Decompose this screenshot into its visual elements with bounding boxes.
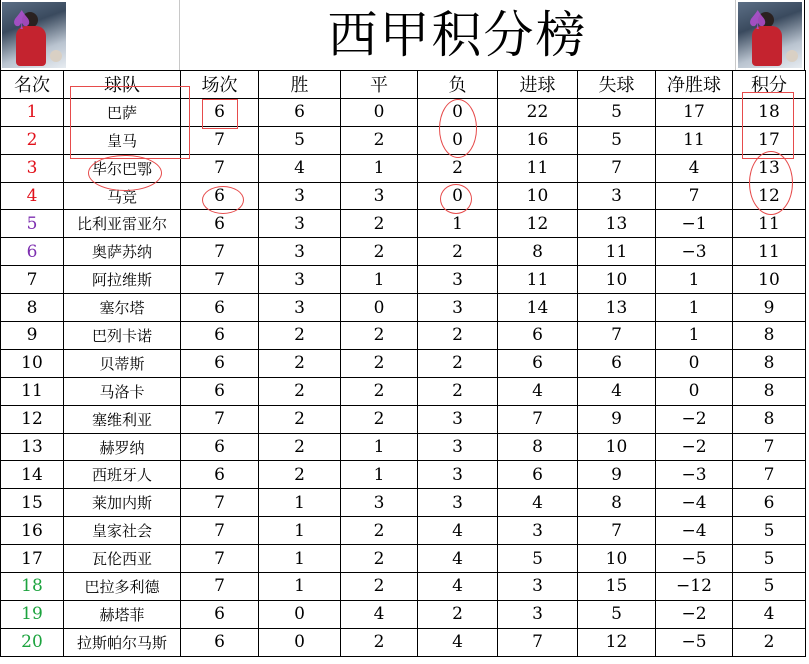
table-row: [1, 266, 806, 294]
rank-cell: 15: [1, 489, 64, 517]
points-cell: 5: [733, 517, 806, 545]
lost-cell: 3: [418, 266, 498, 294]
goal-diff-cell: −2: [656, 600, 733, 628]
goals-for-cell: 11: [498, 154, 578, 182]
points-cell: 18: [733, 98, 806, 126]
table-row: [1, 322, 806, 350]
goals-against-cell: 5: [578, 126, 656, 154]
drawn-cell: 2: [341, 545, 418, 573]
goals-for-cell: 11: [498, 266, 578, 294]
goals-for-cell: 8: [498, 433, 578, 461]
drawn-cell: 2: [341, 322, 418, 350]
table-row: [1, 210, 806, 238]
played-cell: 7: [181, 238, 259, 266]
goals-for-cell: 7: [498, 628, 578, 656]
col-header-drawn: 平: [341, 71, 418, 99]
lost-cell: 4: [418, 628, 498, 656]
table-row: [1, 489, 806, 517]
team-name: 巴萨: [64, 98, 181, 126]
rank-cell: 1: [1, 98, 64, 126]
played-cell: 7: [181, 573, 259, 601]
goal-diff-cell: −12: [656, 573, 733, 601]
won-cell: 3: [259, 182, 341, 210]
drawn-cell: 1: [341, 154, 418, 182]
goals-against-cell: 7: [578, 154, 656, 182]
won-cell: 1: [259, 573, 341, 601]
goals-for-cell: 16: [498, 126, 578, 154]
played-cell: 6: [181, 377, 259, 405]
goals-for-cell: 10: [498, 182, 578, 210]
lost-cell: 2: [418, 322, 498, 350]
goal-diff-cell: −5: [656, 545, 733, 573]
won-cell: 3: [259, 210, 341, 238]
points-cell: 8: [733, 322, 806, 350]
goals-against-cell: 15: [578, 573, 656, 601]
table-row: [1, 600, 806, 628]
team-name: 贝蒂斯: [64, 349, 181, 377]
drawn-cell: 2: [341, 573, 418, 601]
team-name: 西班牙人: [64, 461, 181, 489]
played-cell: 7: [181, 405, 259, 433]
lost-cell: 0: [418, 126, 498, 154]
col-header-rank: 名次: [1, 71, 64, 99]
points-cell: 9: [733, 294, 806, 322]
goals-for-cell: 4: [498, 489, 578, 517]
goal-diff-cell: 1: [656, 322, 733, 350]
won-cell: 0: [259, 628, 341, 656]
won-cell: 2: [259, 349, 341, 377]
rank-cell: 3: [1, 154, 64, 182]
points-cell: 5: [733, 573, 806, 601]
rank-cell: 20: [1, 628, 64, 656]
table-row: [1, 98, 806, 126]
team-name: 莱加内斯: [64, 489, 181, 517]
goals-for-cell: 3: [498, 600, 578, 628]
played-cell: 6: [181, 182, 259, 210]
played-cell: 6: [181, 294, 259, 322]
played-cell: 7: [181, 126, 259, 154]
goals-for-cell: 3: [498, 517, 578, 545]
lost-cell: 3: [418, 294, 498, 322]
goals-for-cell: 6: [498, 461, 578, 489]
points-cell: 12: [733, 182, 806, 210]
won-cell: 6: [259, 98, 341, 126]
drawn-cell: 2: [341, 238, 418, 266]
player-photo-icon: ♠: [2, 2, 66, 68]
rank-cell: 9: [1, 322, 64, 350]
goals-for-cell: 4: [498, 377, 578, 405]
rank-cell: 16: [1, 517, 64, 545]
rank-cell: 5: [1, 210, 64, 238]
played-cell: 7: [181, 517, 259, 545]
drawn-cell: 1: [341, 433, 418, 461]
goals-against-cell: 5: [578, 98, 656, 126]
col-header-goals-against: 失球: [578, 71, 656, 99]
goals-against-cell: 10: [578, 433, 656, 461]
goal-diff-cell: 1: [656, 294, 733, 322]
rank-cell: 12: [1, 405, 64, 433]
played-cell: 6: [181, 433, 259, 461]
team-name: 皇马: [64, 126, 181, 154]
goal-diff-cell: −2: [656, 433, 733, 461]
lost-cell: 4: [418, 517, 498, 545]
table-row: [1, 405, 806, 433]
won-cell: 2: [259, 461, 341, 489]
goals-against-cell: 5: [578, 600, 656, 628]
won-cell: 1: [259, 545, 341, 573]
won-cell: 4: [259, 154, 341, 182]
goals-for-cell: 6: [498, 349, 578, 377]
table-row: [1, 126, 806, 154]
rank-cell: 7: [1, 266, 64, 294]
col-header-played: 场次: [181, 71, 259, 99]
team-name: 皇家社会: [64, 517, 181, 545]
points-cell: 6: [733, 489, 806, 517]
goals-against-cell: 13: [578, 294, 656, 322]
lost-cell: 2: [418, 600, 498, 628]
team-name: 巴拉多利德: [64, 573, 181, 601]
won-cell: 5: [259, 126, 341, 154]
points-cell: 13: [733, 154, 806, 182]
goals-against-cell: 7: [578, 322, 656, 350]
won-cell: 1: [259, 489, 341, 517]
points-cell: 2: [733, 628, 806, 656]
team-name: 奥萨苏纳: [64, 238, 181, 266]
goals-for-cell: 7: [498, 405, 578, 433]
drawn-cell: 0: [341, 98, 418, 126]
goals-against-cell: 9: [578, 461, 656, 489]
table-header-row: [1, 71, 806, 99]
rank-cell: 13: [1, 433, 64, 461]
rank-cell: 6: [1, 238, 64, 266]
goals-against-cell: 10: [578, 545, 656, 573]
col-header-won: 胜: [259, 71, 341, 99]
points-cell: 8: [733, 349, 806, 377]
goals-for-cell: 22: [498, 98, 578, 126]
points-cell: 11: [733, 210, 806, 238]
played-cell: 6: [181, 322, 259, 350]
col-header-goal-diff: 净胜球: [656, 71, 733, 99]
goals-against-cell: 6: [578, 349, 656, 377]
won-cell: 2: [259, 405, 341, 433]
lost-cell: 3: [418, 489, 498, 517]
rank-cell: 14: [1, 461, 64, 489]
drawn-cell: 2: [341, 517, 418, 545]
goals-against-cell: 10: [578, 266, 656, 294]
table-row: [1, 461, 806, 489]
rank-cell: 18: [1, 573, 64, 601]
goals-against-cell: 4: [578, 377, 656, 405]
table-row: [1, 517, 806, 545]
table-row: [1, 433, 806, 461]
won-cell: 2: [259, 433, 341, 461]
col-header-team: 球队: [64, 71, 181, 99]
points-cell: 10: [733, 266, 806, 294]
goal-diff-cell: −2: [656, 405, 733, 433]
won-cell: 0: [259, 600, 341, 628]
points-cell: 8: [733, 405, 806, 433]
goal-diff-cell: 17: [656, 98, 733, 126]
player-photo-icon: ♠: [738, 2, 802, 68]
points-cell: 4: [733, 600, 806, 628]
won-cell: 2: [259, 377, 341, 405]
lost-cell: 4: [418, 573, 498, 601]
goals-for-cell: 5: [498, 545, 578, 573]
team-name: 毕尔巴鄂: [64, 154, 181, 182]
drawn-cell: 1: [341, 461, 418, 489]
goal-diff-cell: 0: [656, 377, 733, 405]
table-row: [1, 377, 806, 405]
table-row: [1, 628, 806, 656]
played-cell: 7: [181, 489, 259, 517]
rank-cell: 17: [1, 545, 64, 573]
lost-cell: 3: [418, 433, 498, 461]
lost-cell: 4: [418, 545, 498, 573]
team-name: 阿拉维斯: [64, 266, 181, 294]
lost-cell: 1: [418, 210, 498, 238]
team-name: 赫塔菲: [64, 600, 181, 628]
drawn-cell: 4: [341, 600, 418, 628]
goal-diff-cell: −5: [656, 628, 733, 656]
played-cell: 6: [181, 628, 259, 656]
standings-table: [0, 70, 806, 657]
table-row: [1, 545, 806, 573]
goals-against-cell: 8: [578, 489, 656, 517]
played-cell: 7: [181, 266, 259, 294]
rank-cell: 19: [1, 600, 64, 628]
lost-cell: 2: [418, 377, 498, 405]
drawn-cell: 2: [341, 405, 418, 433]
rank-cell: 11: [1, 377, 64, 405]
played-cell: 6: [181, 461, 259, 489]
points-cell: 11: [733, 238, 806, 266]
drawn-cell: 0: [341, 294, 418, 322]
drawn-cell: 2: [341, 628, 418, 656]
page-title: 西甲积分榜: [327, 6, 588, 64]
goal-diff-cell: −3: [656, 461, 733, 489]
rank-cell: 2: [1, 126, 64, 154]
played-cell: 7: [181, 545, 259, 573]
team-name: 马洛卡: [64, 377, 181, 405]
table-row: [1, 349, 806, 377]
rank-cell: 10: [1, 349, 64, 377]
goal-diff-cell: 0: [656, 349, 733, 377]
table-row: [1, 154, 806, 182]
goal-diff-cell: 7: [656, 182, 733, 210]
won-cell: 2: [259, 322, 341, 350]
won-cell: 3: [259, 266, 341, 294]
points-cell: 17: [733, 126, 806, 154]
drawn-cell: 3: [341, 489, 418, 517]
lost-cell: 0: [418, 182, 498, 210]
lost-cell: 2: [418, 154, 498, 182]
team-name: 瓦伦西亚: [64, 545, 181, 573]
drawn-cell: 1: [341, 266, 418, 294]
goal-diff-cell: 1: [656, 266, 733, 294]
lost-cell: 3: [418, 405, 498, 433]
team-name: 比利亚雷亚尔: [64, 210, 181, 238]
rank-cell: 4: [1, 182, 64, 210]
lost-cell: 2: [418, 238, 498, 266]
played-cell: 6: [181, 600, 259, 628]
goals-for-cell: 3: [498, 573, 578, 601]
goals-against-cell: 12: [578, 628, 656, 656]
goals-against-cell: 9: [578, 405, 656, 433]
goals-against-cell: 13: [578, 210, 656, 238]
drawn-cell: 2: [341, 349, 418, 377]
played-cell: 7: [181, 154, 259, 182]
team-name: 马竞: [64, 182, 181, 210]
goals-for-cell: 14: [498, 294, 578, 322]
drawn-cell: 3: [341, 182, 418, 210]
team-name: 塞尔塔: [64, 294, 181, 322]
points-cell: 8: [733, 377, 806, 405]
goal-diff-cell: −4: [656, 517, 733, 545]
table-row: [1, 182, 806, 210]
team-name: 赫罗纳: [64, 433, 181, 461]
goal-diff-cell: 11: [656, 126, 733, 154]
goal-diff-cell: 4: [656, 154, 733, 182]
won-cell: 3: [259, 238, 341, 266]
won-cell: 1: [259, 517, 341, 545]
drawn-cell: 2: [341, 377, 418, 405]
points-cell: 7: [733, 461, 806, 489]
goals-for-cell: 8: [498, 238, 578, 266]
table-row: [1, 573, 806, 601]
table-row: [1, 238, 806, 266]
drawn-cell: 2: [341, 126, 418, 154]
goals-for-cell: 12: [498, 210, 578, 238]
goals-against-cell: 11: [578, 238, 656, 266]
col-header-points: 积分: [733, 71, 806, 99]
lost-cell: 2: [418, 349, 498, 377]
goal-diff-cell: −3: [656, 238, 733, 266]
lost-cell: 3: [418, 461, 498, 489]
played-cell: 6: [181, 98, 259, 126]
goal-diff-cell: −1: [656, 210, 733, 238]
goals-against-cell: 3: [578, 182, 656, 210]
lost-cell: 0: [418, 98, 498, 126]
won-cell: 3: [259, 294, 341, 322]
team-name: 塞维利亚: [64, 405, 181, 433]
col-header-goals-for: 进球: [498, 71, 578, 99]
rank-cell: 8: [1, 294, 64, 322]
table-row: [1, 294, 806, 322]
title-row: [0, 0, 805, 70]
col-header-lost: 负: [418, 71, 498, 99]
played-cell: 6: [181, 349, 259, 377]
goals-against-cell: 7: [578, 517, 656, 545]
team-name: 拉斯帕尔马斯: [64, 628, 181, 656]
played-cell: 6: [181, 210, 259, 238]
drawn-cell: 2: [341, 210, 418, 238]
points-cell: 7: [733, 433, 806, 461]
goals-for-cell: 6: [498, 322, 578, 350]
team-name: 巴列卡诺: [64, 322, 181, 350]
goal-diff-cell: −4: [656, 489, 733, 517]
points-cell: 5: [733, 545, 806, 573]
